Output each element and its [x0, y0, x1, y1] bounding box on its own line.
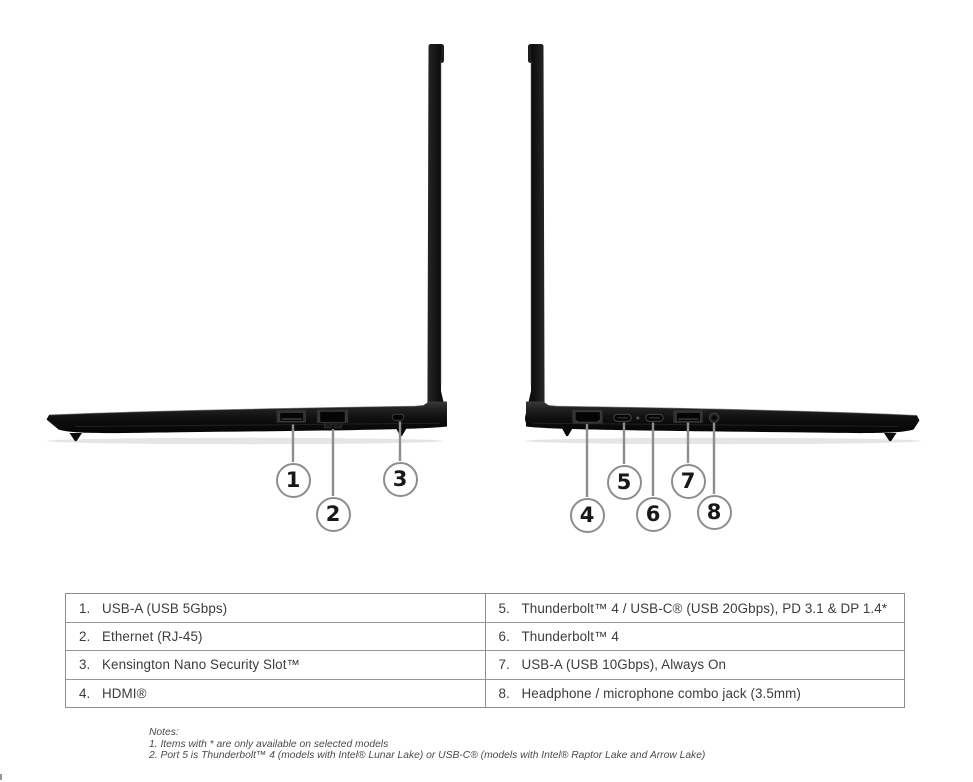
usb-a-port-1: [277, 410, 307, 422]
ports-reference-table: [65, 593, 905, 708]
callout-2: 2: [316, 497, 351, 532]
usb-c-port-6: [646, 414, 663, 421]
callout-1: 1: [276, 463, 311, 498]
callout-5: 5: [607, 465, 642, 500]
row-label: Thunderbolt™ 4: [521, 629, 619, 645]
row-number: 4.: [79, 685, 91, 701]
table-row-6: [486, 622, 905, 650]
row-number: 5.: [498, 600, 510, 616]
row-label: Kensington Nano Security Slot™: [102, 657, 301, 673]
table-row-4: [66, 679, 485, 707]
row-label: USB-A (USB 5Gbps): [102, 600, 228, 616]
row-label: Headphone / microphone combo jack (3.5mm): [521, 685, 801, 701]
floor-shadow: [47, 438, 443, 444]
table-row-7: [486, 650, 905, 678]
headphone-jack-8: [709, 413, 719, 423]
table-column-left: [66, 594, 485, 707]
row-number: 6.: [498, 629, 510, 645]
kensington-nano-security-slot-3: [392, 414, 403, 420]
status-led: [636, 417, 639, 420]
rubber-foot-rear: [396, 428, 408, 437]
row-number: 2.: [79, 629, 91, 645]
note-line-1: 1. Items with * are only available on selected models: [149, 738, 389, 750]
laptop-left-side-view: [47, 44, 448, 496]
row-label: Ethernet (RJ-45): [102, 629, 203, 645]
table-row-2: [66, 622, 485, 650]
notes-title: Notes:: [149, 727, 179, 738]
row-number: 8.: [498, 685, 510, 701]
scan-artifact: [0, 774, 2, 780]
callout-3: 3: [383, 462, 418, 497]
row-label: USB-A (USB 10Gbps), Always On: [521, 657, 727, 673]
row-number: 7.: [498, 657, 510, 673]
table-column-right: [485, 594, 905, 707]
rubber-foot-rear: [562, 428, 574, 437]
table-row-5: [486, 594, 905, 622]
note-line-2: 2. Port 5 is Thunderbolt™ 4 (models with Intel® Lunar Lake) or USB-C® (models with Intel® Raptor Lake and Arrow Lake): [149, 750, 706, 762]
row-label: HDMI®: [102, 685, 147, 701]
table-row-8: [486, 679, 905, 707]
usb-a-port-7: [673, 410, 703, 423]
hdmi-port-4: [572, 410, 602, 424]
row-label: Thunderbolt™ 4 / USB-C® (USB 20Gbps), PD 3.1 & DP 1.4*: [521, 600, 888, 616]
usb-c-port-5: [614, 414, 631, 421]
callout-8: 8: [697, 495, 732, 530]
callout-7: 7: [671, 464, 706, 499]
table-row-3: [66, 650, 485, 678]
floor-shadow: [525, 438, 921, 444]
lid: [427, 44, 447, 427]
laptop-right-side-view: [525, 44, 921, 497]
row-number: 1.: [79, 600, 91, 616]
lid: [525, 44, 545, 427]
callout-4: 4: [570, 498, 605, 533]
row-number: 3.: [79, 657, 91, 673]
footnotes: [149, 727, 705, 762]
table-row-1: [66, 594, 485, 622]
callout-6: 6: [636, 497, 671, 532]
